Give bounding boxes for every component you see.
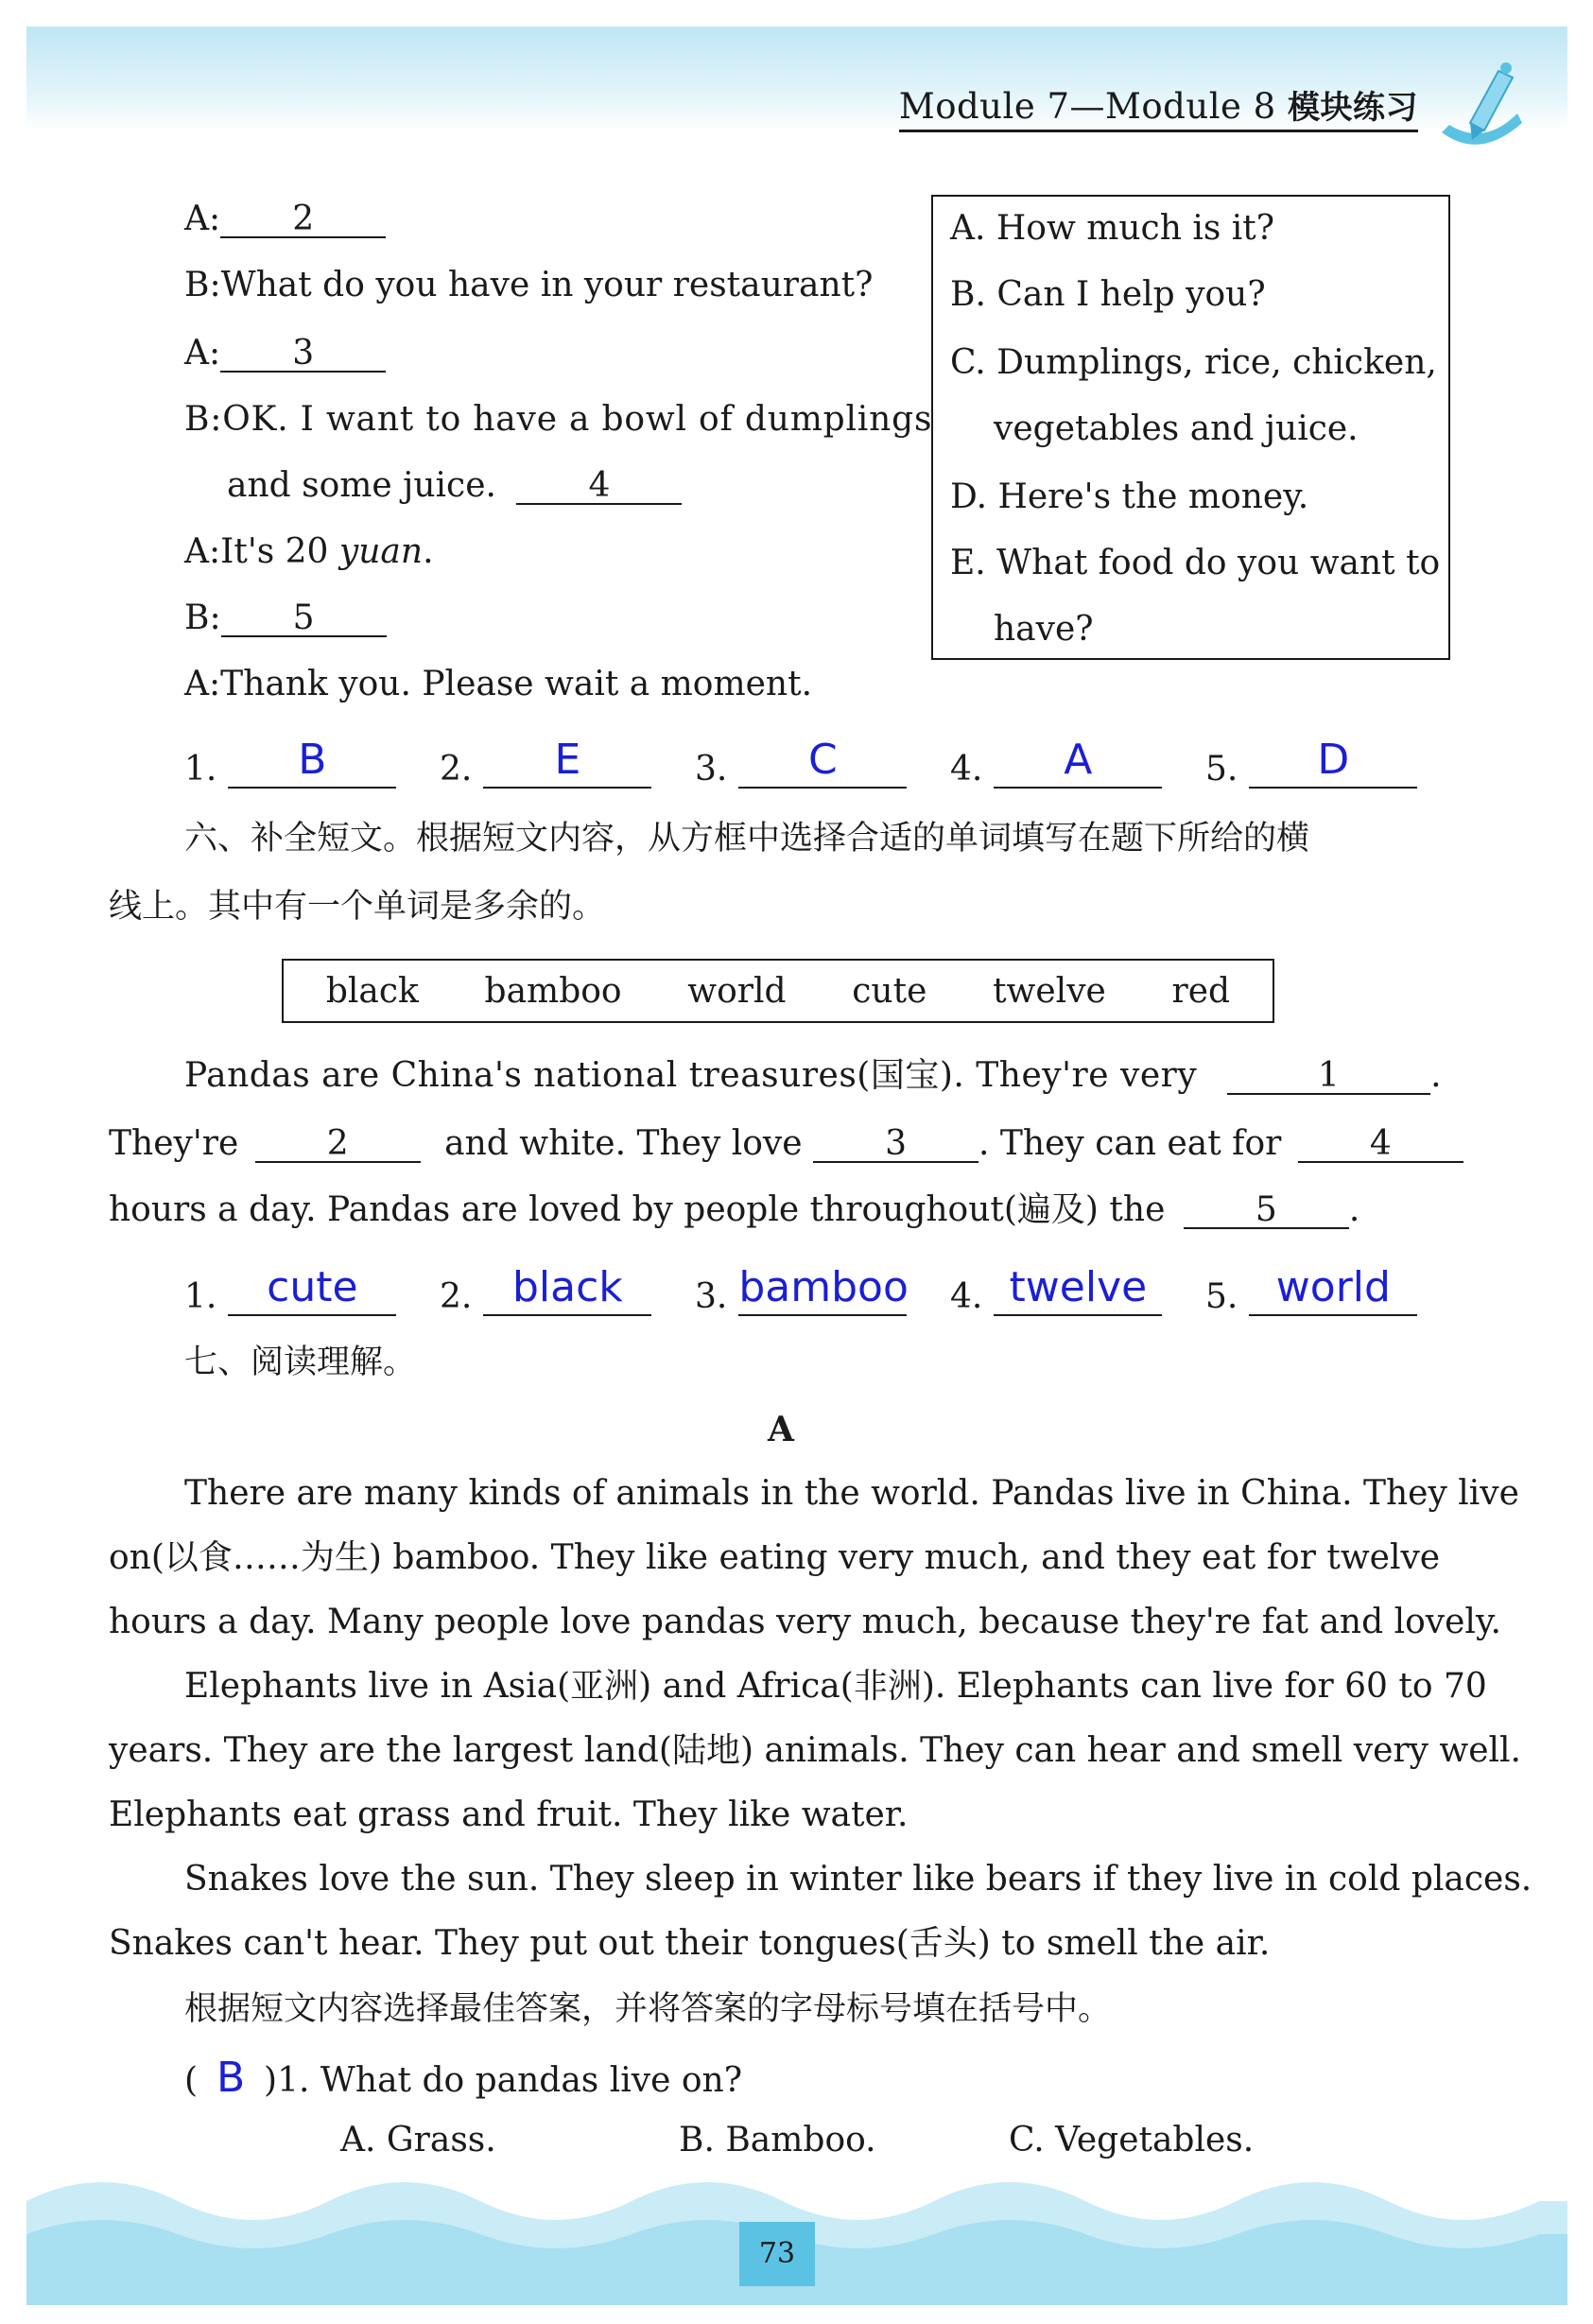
dialogue-line-6: A:It's 20 yuan. xyxy=(184,532,434,571)
answer-item: 1. cute xyxy=(184,1265,440,1316)
answer-item: 2. black xyxy=(440,1265,695,1316)
passage-answers xyxy=(184,1265,1461,1316)
option-c: C. Dumplings, rice, chicken, xyxy=(950,343,1437,382)
answer-value: twelve xyxy=(994,1265,1162,1316)
answer-value: B xyxy=(228,737,396,789)
option-b: B. Can I help you? xyxy=(950,275,1266,314)
dialogue-line-4: B:OK. I want to have a bowl of dumplings xyxy=(184,400,933,439)
passage-line-3: hours a day. Pandas are loved by people throughout(遍及) the 5 . xyxy=(109,1190,1360,1229)
dialogue-line-1: A: 2 xyxy=(184,202,386,238)
dialogue-line-5: and some juice. 4 xyxy=(227,469,682,505)
option-c-cont: vegetables and juice. xyxy=(994,409,1359,448)
header-module-text: Module 7—Module 8 xyxy=(898,86,1276,127)
dialogue-answers xyxy=(184,737,1461,789)
word-item: world xyxy=(687,971,787,1011)
dialogue-line-7: B: 5 xyxy=(184,601,387,637)
answer-value: D xyxy=(1249,737,1417,789)
blank-5: 5 xyxy=(221,601,387,637)
option-e: E. What food do you want to xyxy=(950,544,1441,582)
answer-item: 2. E xyxy=(440,737,695,789)
question-1-answer: B xyxy=(216,2054,246,2102)
reading-line: Elephants live in Asia(亚洲) and Africa(非洲). Elephants can live for 60 to 70 xyxy=(184,1667,1487,1706)
reading-line: Snakes can't hear. They put out their tongues(舌头) to smell the air. xyxy=(109,1924,1271,1963)
options-box xyxy=(931,195,1450,660)
reading-line: Snakes love the sun. They sleep in winter like bears if they live in cold places. xyxy=(184,1860,1532,1899)
blank-3: 3 xyxy=(220,337,386,373)
reading-line: There are many kinds of animals in the world. Pandas live in China. They live xyxy=(184,1474,1519,1513)
answer-value: cute xyxy=(228,1265,396,1316)
section6-instruction-cont: 线上。其中有一个单词是多余的。 xyxy=(109,888,606,926)
blank-2: 2 xyxy=(220,202,386,238)
reading-part-label: A xyxy=(768,1410,794,1449)
question-1-option-c: C. Vegetables. xyxy=(1009,2121,1255,2159)
reading-line: Elephants eat grass and fruit. They like water. xyxy=(109,1795,909,1834)
word-item: cute xyxy=(852,971,927,1011)
header-cn-text: 模块练习 xyxy=(1288,89,1418,127)
pencil-icon xyxy=(1432,57,1527,161)
passage-blank-3: 3 xyxy=(813,1127,978,1163)
answer-value: A xyxy=(994,737,1162,789)
answer-value: E xyxy=(483,737,651,789)
reading-line: years. They are the largest land(陆地) animals. They can hear and smell very well. xyxy=(109,1731,1521,1770)
blank-4: 4 xyxy=(516,469,682,505)
answer-value: world xyxy=(1249,1265,1417,1316)
passage-blank-4: 4 xyxy=(1298,1127,1463,1163)
page-number: 73 xyxy=(739,2222,815,2286)
answer-value: C xyxy=(738,737,907,789)
dialogue-line-8: A:Thank you. Please wait a moment. xyxy=(184,665,813,703)
dialogue-line-2: B:What do you have in your restaurant? xyxy=(184,266,874,304)
answer-item: 3. bamboo xyxy=(695,1263,909,1316)
reading-line: on(以食……为生) bamboo. They like eating very much, and they eat for twelve xyxy=(109,1538,1441,1577)
passage-blank-2: 2 xyxy=(255,1127,421,1163)
option-e-cont: have? xyxy=(994,610,1094,649)
option-a: A. How much is it? xyxy=(950,209,1275,248)
question-1-option-a: A. Grass. xyxy=(340,2121,496,2159)
answer-item: 5. world xyxy=(1205,1265,1461,1316)
word-box xyxy=(282,959,1274,1023)
answer-value: bamboo xyxy=(738,1265,907,1316)
section6-instruction: 六、补全短文。根据短文内容，从方框中选择合适的单词填写在题下所给的横 xyxy=(184,820,1310,858)
section7-title: 七、阅读理解。 xyxy=(184,1344,417,1381)
passage-line-1: Pandas are China's national treasures(国宝). They're very 1 . xyxy=(184,1056,1443,1095)
reading-instruction: 根据短文内容选择最佳答案，并将答案的字母标号填在括号中。 xyxy=(184,1990,1112,2028)
word-item: red xyxy=(1171,971,1231,1011)
passage-line-2: They're 2 and white. They love 3 . They can eat for 4 xyxy=(109,1127,1463,1163)
answer-item: 4. A xyxy=(950,737,1205,789)
reading-line: hours a day. Many people love pandas very much, because they're fat and lovely. xyxy=(109,1603,1501,1641)
page-header-title xyxy=(899,81,1418,132)
question-1: ( B )1. What do pandas live on? xyxy=(184,2054,742,2102)
answer-item: 5. D xyxy=(1205,737,1461,789)
passage-blank-5: 5 xyxy=(1184,1193,1349,1229)
question-1-option-b: B. Bamboo. xyxy=(679,2121,876,2159)
word-item: bamboo xyxy=(484,971,622,1011)
passage-blank-1: 1 xyxy=(1227,1059,1430,1095)
word-item: black xyxy=(325,971,419,1011)
answer-item: 3. C xyxy=(695,737,950,789)
word-item: twelve xyxy=(993,971,1106,1011)
dialogue-line-3: A: 3 xyxy=(184,337,386,373)
answer-value: black xyxy=(483,1265,651,1316)
answer-item: 1. B xyxy=(184,737,440,789)
option-d: D. Here's the money. xyxy=(950,477,1309,516)
answer-item: 4. twelve xyxy=(950,1265,1205,1316)
